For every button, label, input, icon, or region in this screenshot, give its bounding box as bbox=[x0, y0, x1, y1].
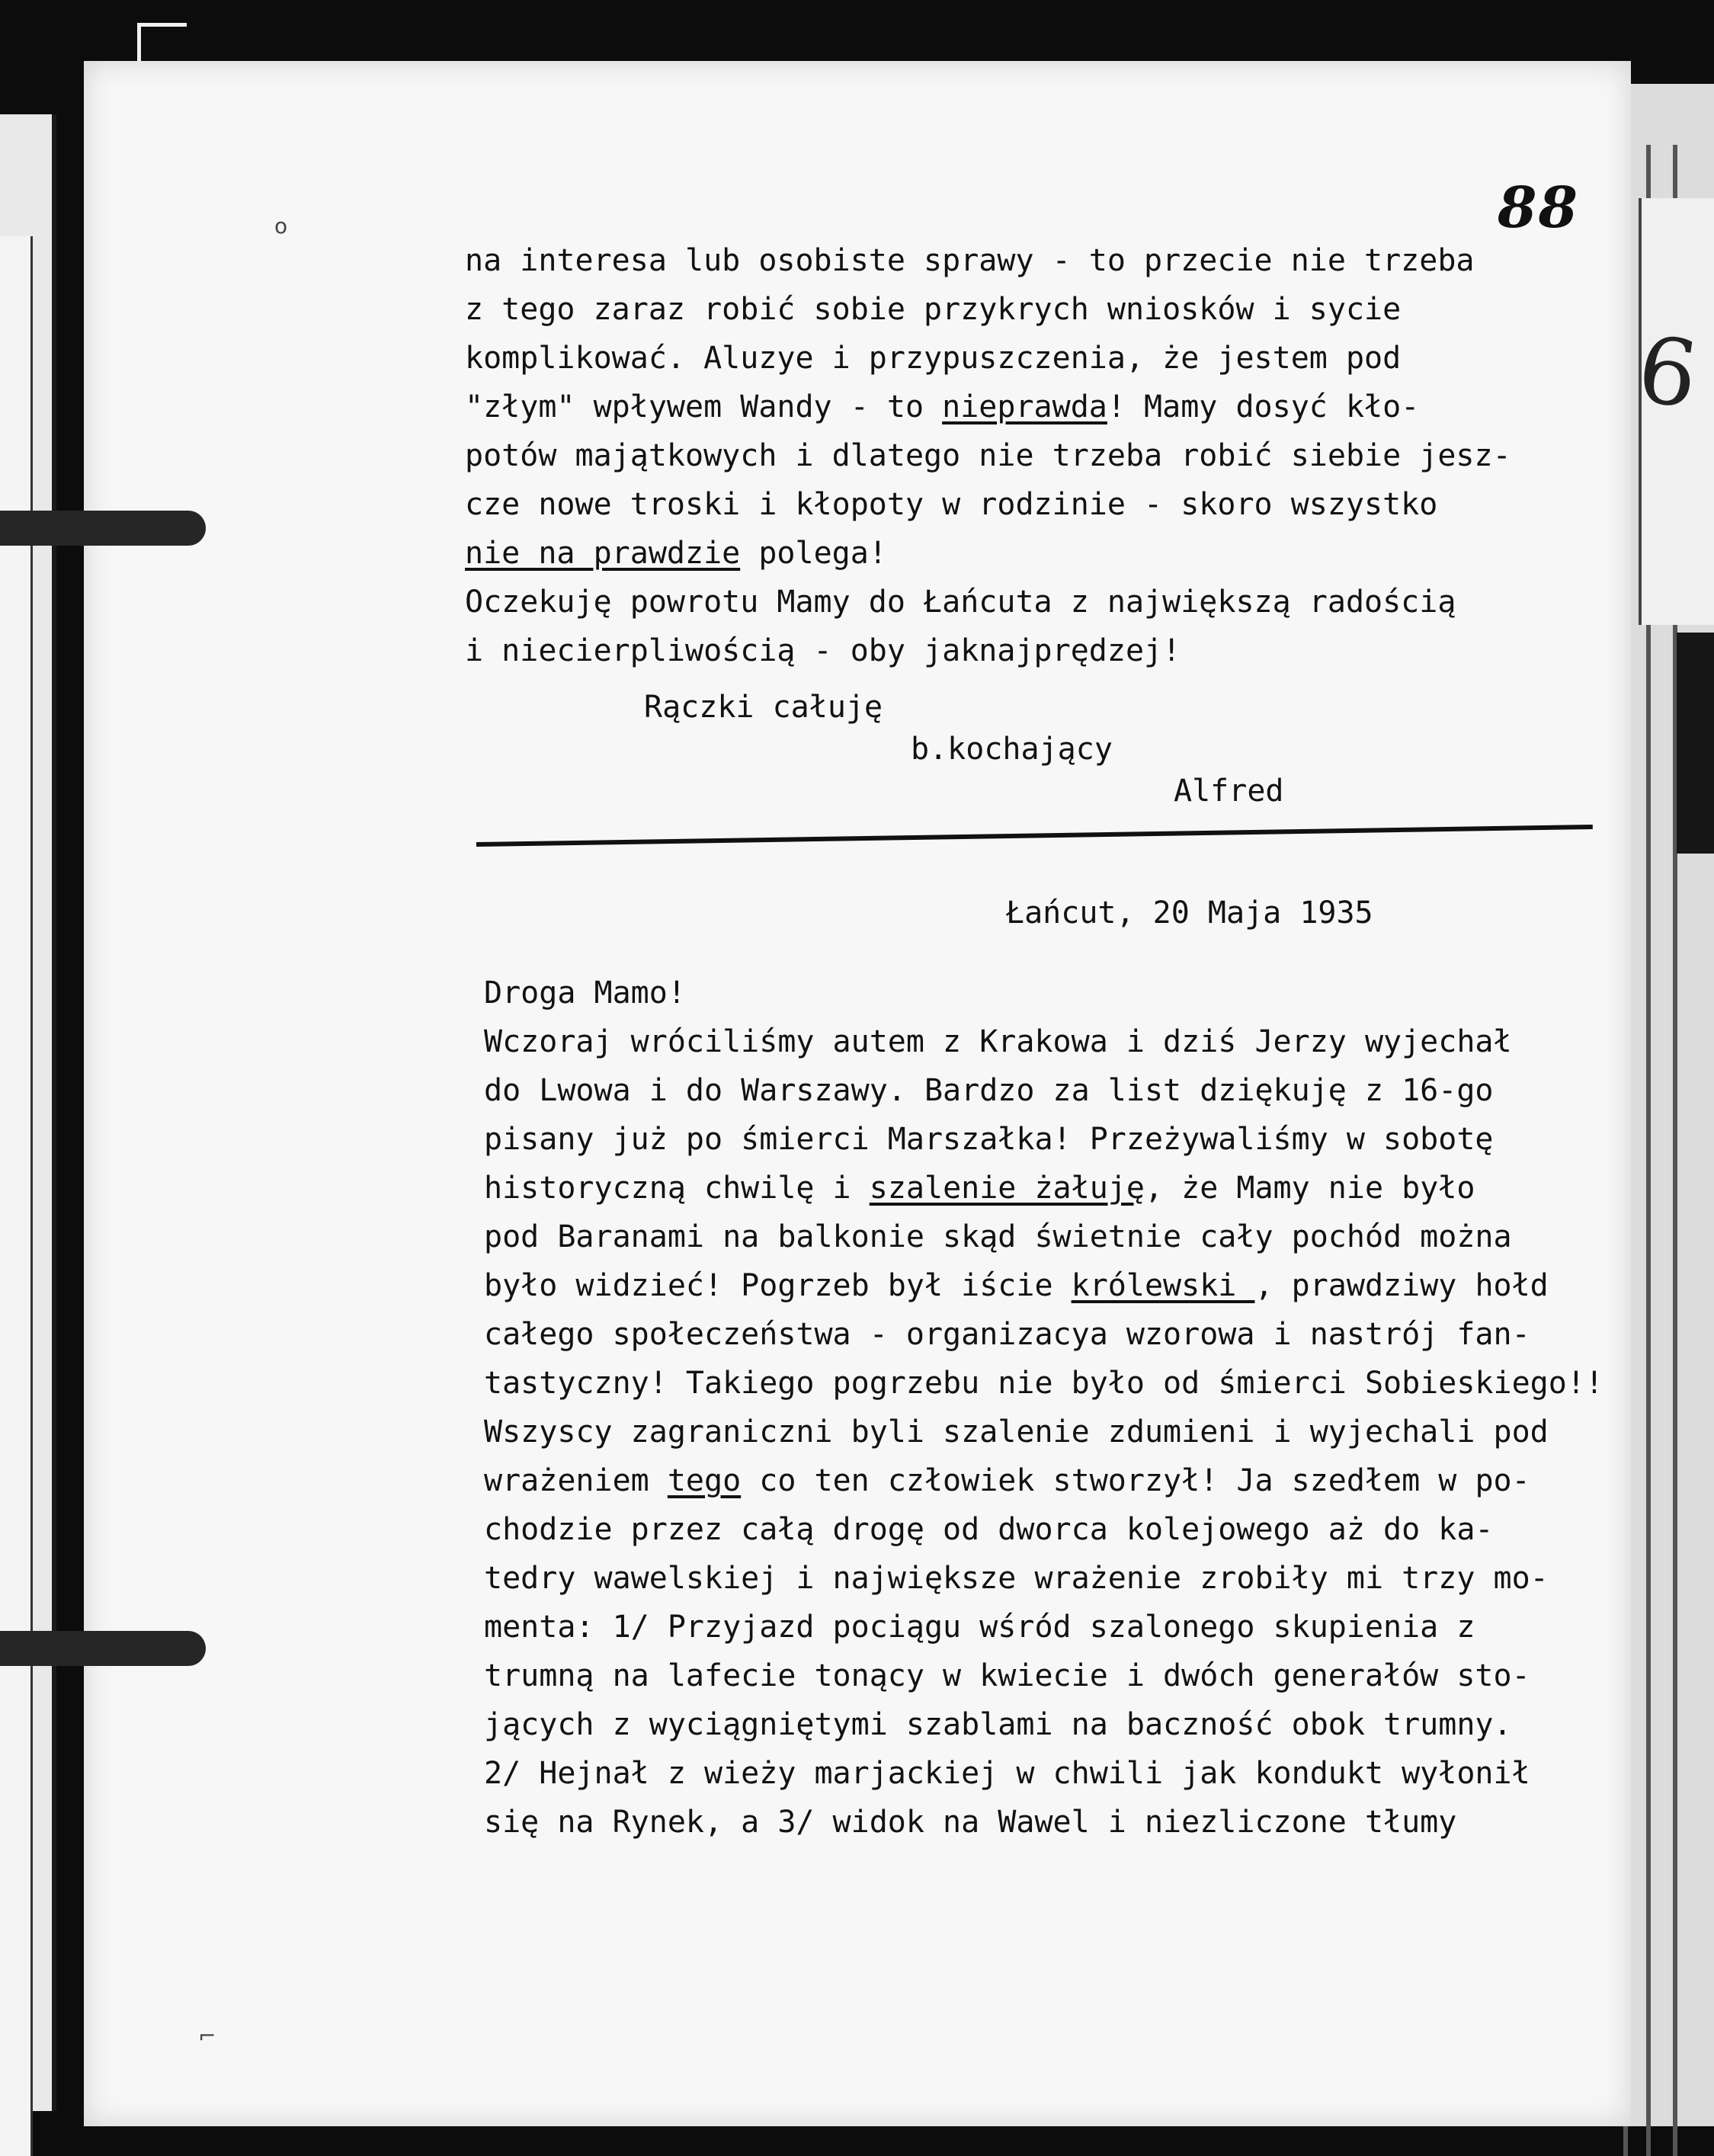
first-letter-body bbox=[465, 236, 1608, 675]
second-letter-body bbox=[484, 1017, 1627, 1847]
text-segment: , że Mamy nie było bbox=[1144, 1171, 1475, 1206]
text-line bbox=[465, 383, 1608, 431]
text-line: Oczekuję powrotu Mamy do Łańcuta z największą radością bbox=[465, 585, 1456, 620]
valediction: b.kochający bbox=[911, 732, 1113, 767]
text-line: z tego zaraz robić sobie przykrych wniosków i sycie bbox=[465, 292, 1402, 327]
text-segment: polega! bbox=[740, 536, 887, 571]
corner-tick: ⌐ bbox=[198, 2023, 216, 2049]
text-line: tastyczny! Takiego pogrzebu nie było od śmierci Sobieskiego!! bbox=[484, 1366, 1604, 1401]
text-segment: co ten człowiek stworzył! Ja szedłem w po- bbox=[741, 1463, 1530, 1498]
text-line: chodzie przez całą drogę od dworca kolejowego aż do ka- bbox=[484, 1512, 1494, 1547]
side-handwritten-mark: 6 bbox=[1631, 316, 1704, 430]
text-line: Wczoraj wróciliśmy autem z Krakowa i dziś Jerzy wyjechał bbox=[484, 1024, 1512, 1059]
text-line: menta: 1/ Przyjazd pociągu wśród szalonego skupienia z bbox=[484, 1610, 1475, 1645]
signature: Alfred bbox=[1174, 774, 1284, 809]
text-segment: ! Mamy dosyć kło- bbox=[1107, 389, 1420, 424]
text-segment: historyczną chwilę i bbox=[484, 1171, 870, 1206]
text-segment: "złym" wpływem Wandy - to bbox=[465, 389, 943, 424]
text-line: do Lwowa i do Warszawy. Bardzo za list dziękuję z 16-go bbox=[484, 1073, 1494, 1108]
text-segment: było widzieć! Pogrzeb był iście bbox=[484, 1268, 1072, 1303]
underlined-text: szalenie żałuję bbox=[869, 1171, 1145, 1206]
text-line: Wszyscy zagraniczni byli szalenie zdumieni i wyjechali pod bbox=[484, 1414, 1549, 1450]
binding-string-top bbox=[0, 511, 206, 546]
binding-string-bottom bbox=[0, 1631, 206, 1666]
underlined-text: nie na prawdzie bbox=[465, 536, 741, 571]
text-line: i niecierpliwością - oby jaknajprędzej! bbox=[465, 633, 1181, 668]
text-line: potów majątkowych i dlatego nie trzeba robić siebie jesz- bbox=[465, 438, 1511, 473]
text-line: trumną na lafecie tonący w kwiecie i dwóch generałów sto- bbox=[484, 1658, 1530, 1693]
text-line: komplikować. Aluzye i przypuszczenia, że jestem pod bbox=[465, 341, 1402, 376]
text-line: jących z wyciągniętymi szablami na baczność obok trumny. bbox=[484, 1707, 1512, 1742]
page-number: 88 bbox=[1498, 175, 1579, 241]
punch-dot: o bbox=[274, 213, 288, 239]
text-segment: wrażeniem bbox=[484, 1463, 668, 1498]
text-line: 2/ Hejnał z wieży marjackiej w chwili jak kondukt wyłonił bbox=[484, 1756, 1530, 1791]
underlined-text: nieprawda bbox=[942, 389, 1107, 424]
text-line bbox=[484, 1261, 1627, 1310]
text-line: się na Rynek, a 3/ widok na Wawel i niezliczone tłumy bbox=[484, 1805, 1457, 1840]
text-line: pisany już po śmierci Marszałka! Przeżywaliśmy w sobotę bbox=[484, 1122, 1494, 1157]
text-line bbox=[484, 1456, 1627, 1505]
closing-phrase: Rączki całuję bbox=[644, 690, 883, 725]
text-line: całego społeczeństwa - organizacya wzorowa i nastrój fan- bbox=[484, 1317, 1530, 1352]
text-line bbox=[484, 1164, 1627, 1213]
text-line bbox=[465, 529, 1608, 578]
underlined-text: królewski bbox=[1071, 1268, 1255, 1303]
text-segment: , prawdziwy hołd bbox=[1254, 1268, 1549, 1303]
salutation: Droga Mamo! bbox=[484, 975, 686, 1011]
text-line: pod Baranami na balkonie skąd świetnie cały pochód można bbox=[484, 1219, 1512, 1254]
page-stack-dark-tab bbox=[1677, 633, 1714, 854]
binder-left-edge bbox=[0, 114, 56, 2111]
text-line: cze nowe troski i kłopoty w rodzinie - skoro wszystko bbox=[465, 487, 1438, 522]
letter-date: Łańcut, 20 Maja 1935 bbox=[1006, 895, 1373, 931]
text-line: tedry wawelskiej i największe wrażenie zrobiły mi trzy mo- bbox=[484, 1561, 1549, 1596]
text-line: na interesa lub osobiste sprawy - to przecie nie trzeba bbox=[465, 243, 1475, 278]
underlined-text: tego bbox=[667, 1463, 742, 1498]
